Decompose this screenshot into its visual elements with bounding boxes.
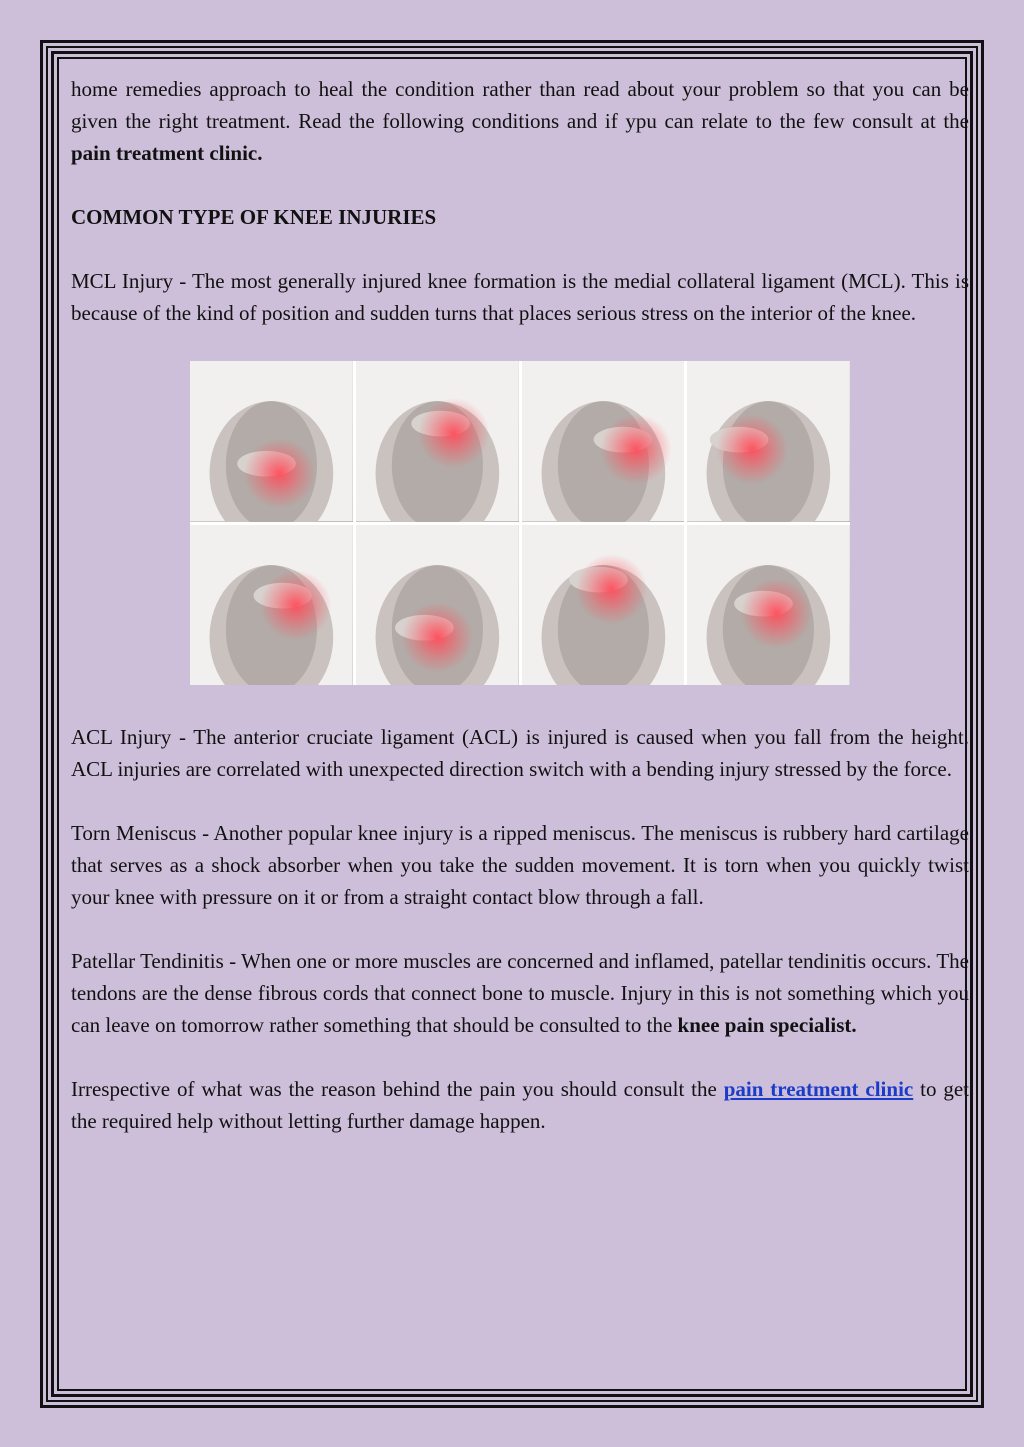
shoulder-front-pain-icon [522, 525, 685, 686]
mcl-paragraph: MCL Injury - The most generally injured knee formation is the medial collateral ligament (MCL). This is because of the kind of position and sudden turns that places serious stress on the interior of the knee. [71, 269, 969, 325]
elbow-pain-icon [687, 525, 850, 686]
intro-bold-clinic: pain treatment clinic. [71, 141, 263, 165]
acl-paragraph: ACL Injury - The anterior cruciate ligament (ACL) is injured is caused when you fall from the height. ACL injuries are correlated with unexpected direction switch with a bending injury stressed by the force. [71, 725, 969, 781]
patellar-bold-specialist: knee pain specialist. [677, 1013, 857, 1037]
spine-pain-icon [356, 525, 519, 686]
intro-paragraph: home remedies approach to heal the condition rather than read about your problem so that you can be given the right treatment. Read the following conditions and if ypu can relate to the few consult at the pain treatment clinic. [71, 77, 969, 165]
meniscus-paragraph: Torn Meniscus - Another popular knee injury is a ripped meniscus. The meniscus is rubbery hard cartilage that serves as a shock absorber when you take the sudden movement. It is torn when you quickly twist your knee with pressure on it or from a straight contact blow through a fall. [71, 821, 969, 909]
section-heading: COMMON TYPE OF KNEE INJURIES [71, 205, 437, 229]
lower-back-pain-icon [190, 361, 353, 522]
pain-treatment-clinic-link[interactable]: pain treatment clinic [723, 1077, 914, 1101]
shoulder-pain-icon [687, 361, 850, 522]
closing-paragraph: Irrespective of what was the reason behind the pain you should consult the pain treatment clinic to get the required help without letting further damage happen. [71, 1077, 969, 1133]
page-border [40, 40, 984, 1408]
pain-areas-collage-image [190, 361, 850, 685]
back-pain-icon [356, 361, 519, 522]
knee-pain-icon [190, 525, 353, 686]
document-body [71, 73, 969, 1137]
neck-pain-icon [522, 361, 685, 522]
patellar-paragraph: Patellar Tendinitis - When one or more muscles are concerned and inflamed, patellar tendinitis occurs. The tendons are the dense fibrous cords that connect bone to muscle. Injury in this is not something which you can leave on tomorrow rather something that should be consulted to the knee pain specialist. [71, 949, 969, 1037]
